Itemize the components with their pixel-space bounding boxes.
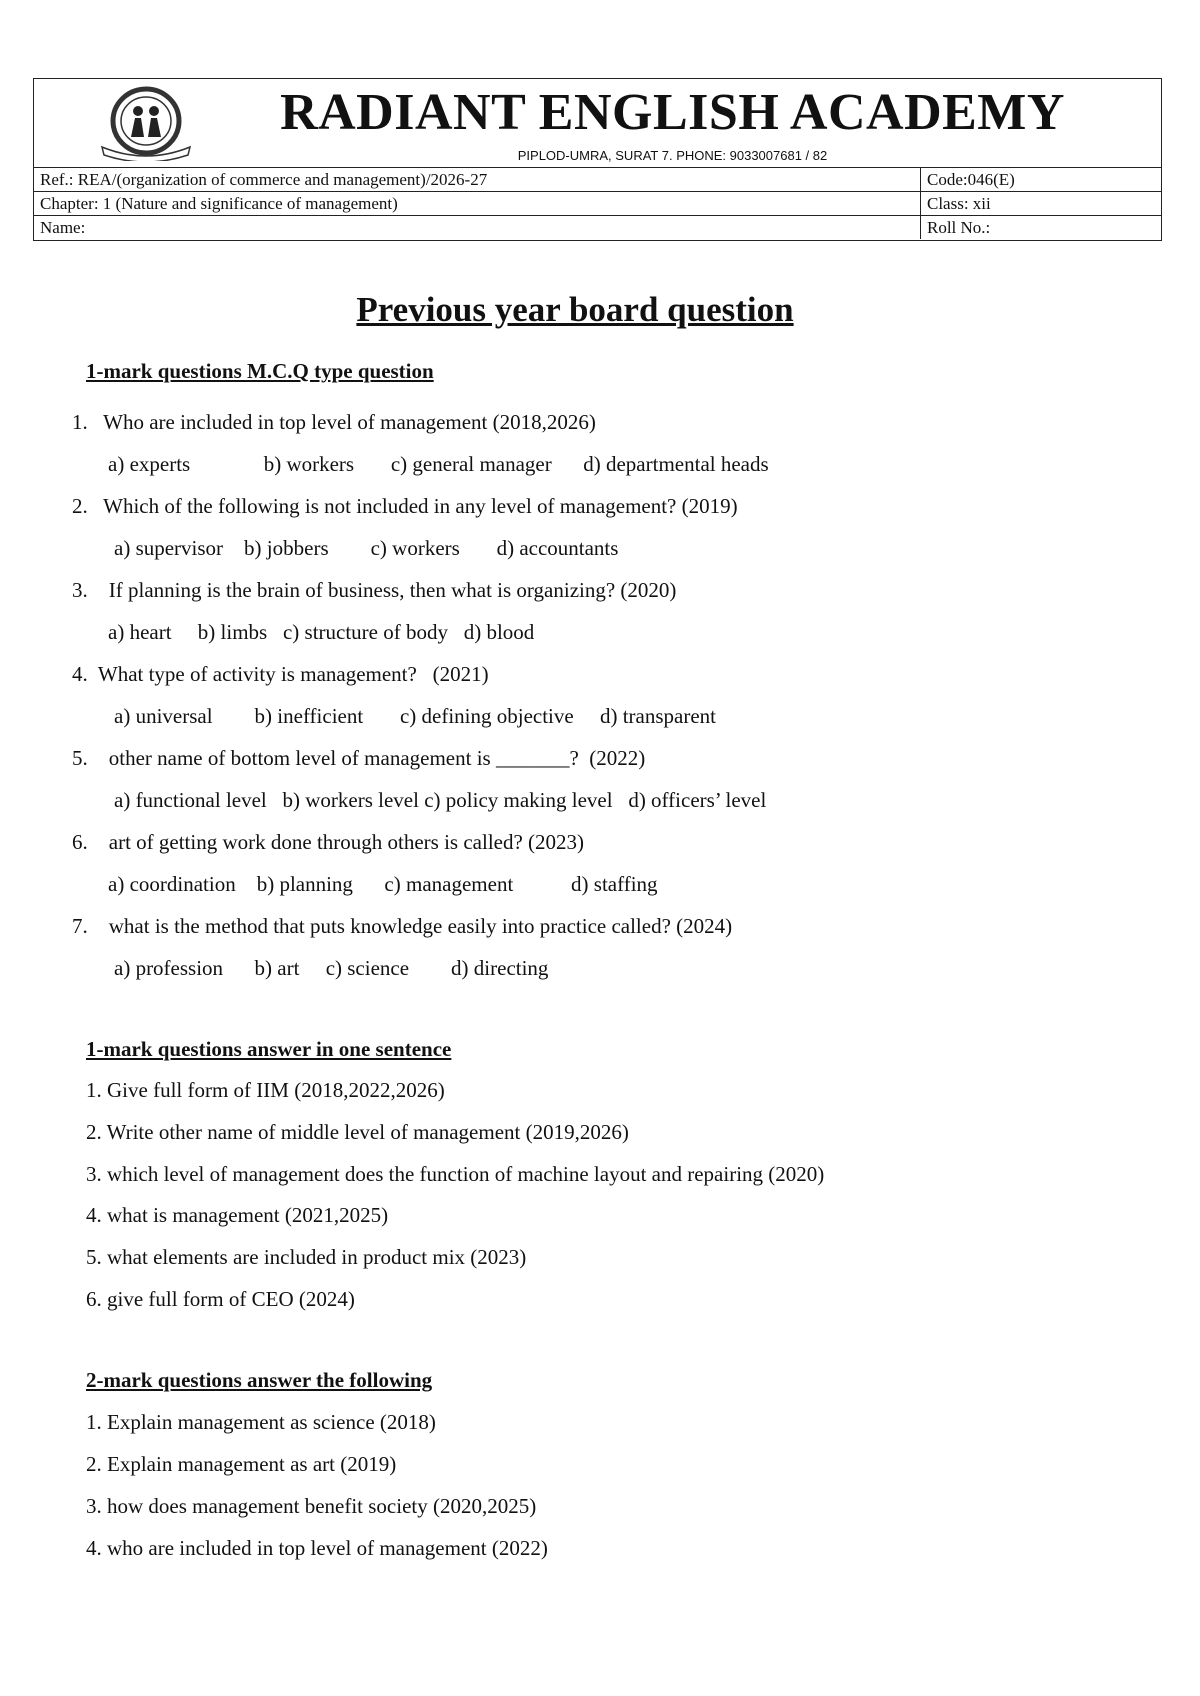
options-line: a) universal b) inefficient c) defining objective d) transparent bbox=[114, 704, 716, 728]
options-line: a) supervisor b) jobbers c) workers d) accountants bbox=[114, 536, 619, 560]
question-line: 1. Who are included in top level of management (2018,2026) bbox=[72, 410, 596, 434]
name-field: Name: bbox=[34, 216, 921, 240]
question-line: 2. Write other name of middle level of management (2019,2026) bbox=[86, 1120, 629, 1144]
question-line: 1. Explain management as science (2018) bbox=[86, 1410, 436, 1434]
info-table bbox=[34, 167, 1161, 239]
section-heading-mcq: 1-mark questions M.C.Q type question bbox=[86, 359, 434, 383]
options-line: a) experts b) workers c) general manager d) departmental heads bbox=[108, 452, 769, 476]
question-line: 3. If planning is the brain of business, then what is organizing? (2020) bbox=[72, 578, 677, 602]
section-heading-two-mark: 2-mark questions answer the following bbox=[86, 1368, 433, 1392]
question-line: 7. what is the method that puts knowledge easily into practice called? (2024) bbox=[72, 914, 733, 938]
question-line: 4. what is management (2021,2025) bbox=[86, 1203, 389, 1227]
options-line: a) heart b) limbs c) structure of body d) blood bbox=[108, 620, 535, 644]
question-line: 6. art of getting work done through others is called? (2023) bbox=[72, 830, 585, 854]
section-heading-one-sentence: 1-mark questions answer in one sentence bbox=[86, 1037, 452, 1061]
options-line: a) functional level b) workers level c) policy making level d) officers’ level bbox=[114, 788, 767, 812]
question-line: 3. how does management benefit society (2020,2025) bbox=[86, 1494, 537, 1518]
school-name: RADIANT ENGLISH ACADEMY bbox=[280, 84, 1065, 141]
question-line: 5. other name of bottom level of management is _______? (2022) bbox=[72, 746, 646, 770]
question-line: 1. Give full form of IIM (2018,2022,2026) bbox=[86, 1078, 445, 1102]
school-address: PIPLOD-UMRA, SURAT 7. PHONE: 9033007681 / 82 bbox=[517, 148, 828, 163]
roll-number-field: Roll No.: bbox=[921, 216, 1162, 240]
question-line: 2. Explain management as art (2019) bbox=[86, 1452, 397, 1476]
question-line: 6. give full form of CEO (2024) bbox=[86, 1287, 355, 1311]
chapter-cell: Chapter: 1 (Nature and significance of management) bbox=[34, 192, 921, 216]
ref-cell: Ref.: REA/(organization of commerce and management)/2026-27 bbox=[34, 168, 921, 192]
page-title: Previous year board question bbox=[356, 290, 794, 329]
question-line: 5. what elements are included in product mix (2023) bbox=[86, 1245, 527, 1269]
question-line: 4. who are included in top level of management (2022) bbox=[86, 1536, 548, 1560]
question-line: 3. which level of management does the function of machine layout and repairing (2020) bbox=[86, 1162, 825, 1186]
options-line: a) coordination b) planning c) management d) staffing bbox=[108, 872, 658, 896]
options-line: a) profession b) art c) science d) directing bbox=[114, 956, 549, 980]
class-cell: Class: xii bbox=[921, 192, 1162, 216]
question-line: 2. Which of the following is not included in any level of management? (2019) bbox=[72, 494, 738, 518]
question-line: 4. What type of activity is management? (2021) bbox=[72, 662, 489, 686]
document-header bbox=[33, 78, 1162, 241]
code-cell: Code:046(E) bbox=[921, 168, 1162, 192]
